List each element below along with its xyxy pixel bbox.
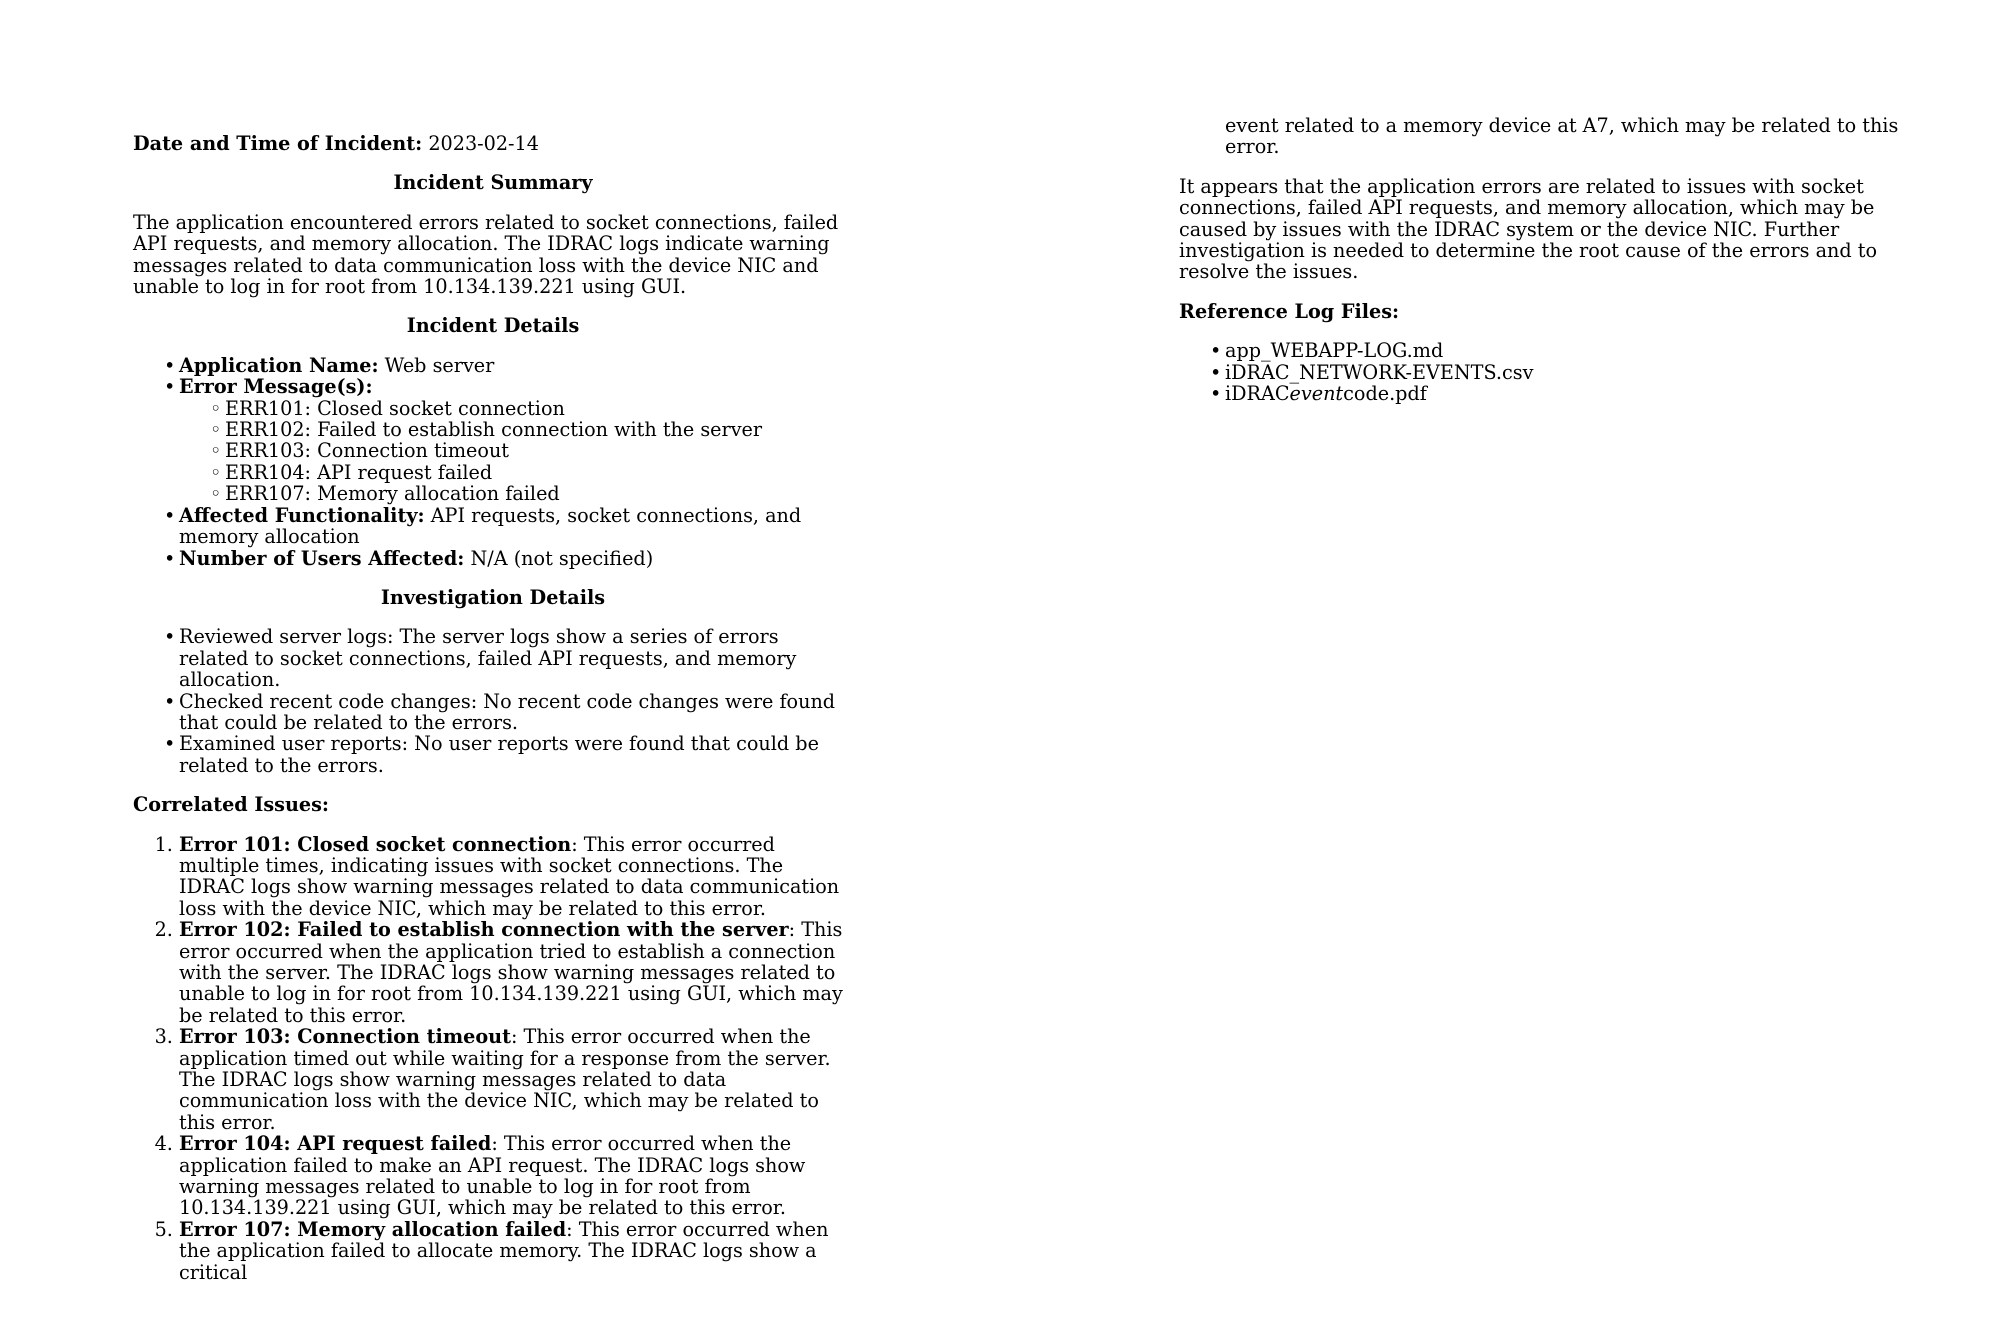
reference-file-italic: event xyxy=(1289,382,1344,406)
correlated-list xyxy=(133,834,853,1284)
app-name-label: Application Name: xyxy=(179,353,379,377)
incident-date-label: Date and Time of Incident: xyxy=(133,132,423,155)
error-item: ◦ ERR101: Closed socket connection xyxy=(225,398,853,419)
investigation-item: • Reviewed server logs: The server logs show a series of errors related to socket connections, failed API requests, and memory allocation. xyxy=(179,626,853,690)
correlated-heading: Correlated Issues: xyxy=(133,793,330,817)
correlated-item-text: : This error occurred when the application tried to establish a connection with the server. The IDRAC logs show warning messages related to unable to log in for root from 10.134.139.221 using GUI, which may be related to this error. xyxy=(179,918,843,1027)
error-item: ◦ ERR104: API request failed xyxy=(225,462,853,483)
correlated-item-text: : This error occurred when the application failed to make an API request. The IDRAC logs show warning messages related to unable to log in for root from 10.134.139.221 using GUI, which may be related to this error. xyxy=(179,1132,806,1220)
incident-date-line xyxy=(133,133,853,154)
error-item: ◦ ERR107: Memory allocation failed xyxy=(225,483,853,504)
details-list xyxy=(133,355,853,569)
error-item: ◦ ERR103: Connection timeout xyxy=(225,440,853,461)
investigation-item: • Checked recent code changes: No recent code changes were found that could be related to the errors. xyxy=(179,691,853,734)
correlated-item-title: Error 107: Memory allocation failed xyxy=(179,1217,567,1241)
reference-list xyxy=(1179,340,1899,404)
summary-heading: Incident Summary xyxy=(393,171,593,195)
errors-label: Error Message(s): xyxy=(179,375,373,399)
reference-file-prefix: iDRAC xyxy=(1225,382,1290,406)
details-heading: Incident Details xyxy=(406,314,580,338)
error-list xyxy=(179,398,853,505)
detail-affected xyxy=(179,505,853,548)
users-label: Number of Users Affected: xyxy=(179,546,465,570)
reference-file xyxy=(1225,383,1899,404)
investigation-list xyxy=(133,626,853,776)
left-column xyxy=(133,0,853,1283)
detail-errors xyxy=(179,376,853,504)
detail-users xyxy=(179,548,853,569)
correlated-item xyxy=(179,1219,853,1283)
correlated-item xyxy=(179,834,853,920)
investigation-heading: Investigation Details xyxy=(380,585,606,609)
correlated-item xyxy=(179,919,853,1026)
correlated-item-title: Error 102: Failed to establish connection with the server xyxy=(179,918,789,942)
error-item: ◦ ERR102: Failed to establish connection with the server xyxy=(225,419,853,440)
app-name-value: Web server xyxy=(384,353,495,377)
right-column xyxy=(1179,0,1899,404)
correlated-continuation: event related to a memory device at A7, which may be related to this error. xyxy=(1225,114,1899,159)
reference-file: • app_WEBAPP-LOG.md xyxy=(1225,340,1899,361)
correlated-item-text: : This error occurred when the application timed out while waiting for a response from the server. The IDRAC logs show warning messages related to data communication loss with the device NIC, which may be related to this error. xyxy=(179,1025,831,1134)
correlated-item-title: Error 103: Connection timeout xyxy=(179,1025,511,1049)
affected-value: API requests, socket connections, and memory allocation xyxy=(179,503,802,549)
reference-heading: Reference Log Files: xyxy=(1179,299,1400,323)
correlated-item-text: : This error occurred when the application failed to allocate memory. The IDRAC logs show a critical xyxy=(179,1217,829,1284)
users-value: N/A (not specified) xyxy=(470,546,654,570)
reference-file-suffix: code.pdf xyxy=(1343,382,1427,406)
correlated-item xyxy=(179,1133,853,1219)
conclusion-text: It appears that the application errors are related to issues with socket connections, failed API requests, and memory allocation, which may be caused by issues with the IDRAC system or the device NIC. Further investigation is needed to determine the root cause of the errors and to resolve the issues. xyxy=(1179,174,1878,284)
affected-label: Affected Functionality: xyxy=(179,503,425,527)
correlated-item-title: Error 101: Closed socket connection xyxy=(179,832,572,856)
detail-app-name xyxy=(179,355,853,376)
correlated-item-title: Error 104: API request failed xyxy=(179,1132,492,1156)
summary-text: The application encountered errors related to socket connections, failed API requests, and memory allocation. The IDRAC logs indicate warning messages related to data communication loss with the device NIC and unable to log in for root from 10.134.139.221 using GUI. xyxy=(133,210,839,299)
incident-date-value: 2023-02-14 xyxy=(428,132,539,155)
reference-file: • iDRAC_NETWORK-EVENTS.csv xyxy=(1225,362,1899,383)
correlated-item xyxy=(179,1026,853,1133)
investigation-item: • Examined user reports: No user reports were found that could be related to the errors. xyxy=(179,733,853,776)
correlated-item-text: : This error occurred multiple times, indicating issues with socket connections. The IDRAC logs show warning messages related to data communication loss with the device NIC, which may be related to this error. xyxy=(179,832,840,920)
